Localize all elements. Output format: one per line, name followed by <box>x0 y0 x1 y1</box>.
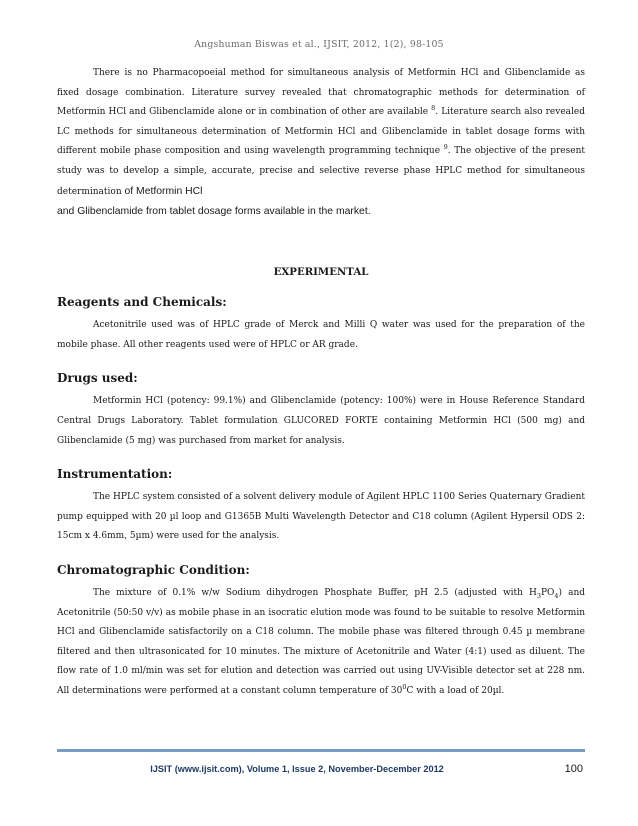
page-number: 100 <box>564 763 583 775</box>
chromatographic-paragraph <box>57 584 585 702</box>
subscript-4: 4 <box>554 591 559 600</box>
instrumentation-heading: Instrumentation: <box>57 467 173 482</box>
intro-text-3: . The objective of the present study was to develop a simple, accurate, precise and selective reverse phase HPLC method for simultaneous determination <box>57 146 585 197</box>
subscript-3: 3 <box>536 591 541 600</box>
reagents-paragraph: Acetonitrile used was of HPLC grade of Merck and Milli Q water was used for the preparation of the mobile phase. All other reagents used were of HPLC or AR grade. <box>57 320 585 350</box>
chromatographic-text-4: C with a load of 20µl. <box>406 685 505 696</box>
experimental-heading: EXPERIMENTAL <box>273 266 369 279</box>
footer-rule <box>57 749 585 752</box>
running-header: Angshuman Biswas et al., IJSIT, 2012, 1(2), 98-105 <box>194 39 444 50</box>
instrumentation-paragraph: The HPLC system consisted of a solvent delivery module of Agilent HPLC 1100 Series Quaternary Gradient pump equipped with 20 µl loop and G1365B Multi Wavelength Detector and C18 column (Agilent Hypersil ODS 2: 15cm x 4.6mm, 5µm) were used for the analysis. <box>57 492 585 542</box>
intro-text-2: . Literature search also revealed LC methods for simultaneous determination of Metformin HCl and Glibenclamide in tablet dosage forms with different mobile phase composition and using wavelength programming technique <box>57 107 585 157</box>
reference-9: 9 <box>443 143 448 152</box>
chromatographic-text-3: ) and Acetonitrile (50:50 v/v) as mobile phase in an isocratic elution mode was found to be suitable to resolve Metformin HCl and Glibenclamide satisfactorily on a C18 column. The mobile phase was filtered through 0.45 µ membrane filtered and then ultrasonicated for 10 minutes. The mixture of Acetonitrile and Water (4:1) used as diluent. The flow rate of 1.0 ml/min was set for elution and detection was carried out using UV-Visible detector set at 228 nm. All determinations were performed at a constant column temperature of 30 <box>57 587 586 696</box>
drugs-heading: Drugs used: <box>57 371 138 386</box>
drugs-paragraph: Metformin HCl (potency: 99.1%) and Glibenclamide (potency: 100%) were in House Reference Standard Central Drugs Laboratory. Tablet formulation GLUCORED FORTE containing Metformin HCl (500 mg) and Glibenclamide (5 mg) was purchased from market for analysis. <box>57 396 585 446</box>
chromatographic-text-2: PO <box>540 587 555 598</box>
chromatographic-heading: Chromatographic Condition: <box>57 562 250 577</box>
intro-text-1: There is no Pharmacopoeial method for simultaneous analysis of Metformin HCl and Glibenclamide as fixed dosage combination. Literature survey revealed that chromatographic methods for determination of Metformin HCl and Glibenclamide alone or in combination of other are available <box>57 68 585 118</box>
degree-superscript: 0 <box>402 682 407 691</box>
page-footer <box>57 764 585 778</box>
page-body <box>57 64 585 701</box>
footer-journal-line: IJSIT (www.ijsit.com), Volume 1, Issue 2, November-December 2012 <box>150 764 444 774</box>
reagents-heading: Reagents and Chemicals: <box>57 295 227 310</box>
intro-tail-line: and Glibenclamide from tablet dosage forms available in the market. <box>57 206 371 218</box>
intro-paragraph <box>57 64 585 202</box>
intro-tail-inline: of Metformin HCl <box>124 185 203 197</box>
reference-8: 8 <box>431 104 436 113</box>
chromatographic-text-1: The mixture of 0.1% w/w Sodium dihydrogen Phosphate Buffer, pH 2.5 (adjusted with H <box>93 587 537 598</box>
